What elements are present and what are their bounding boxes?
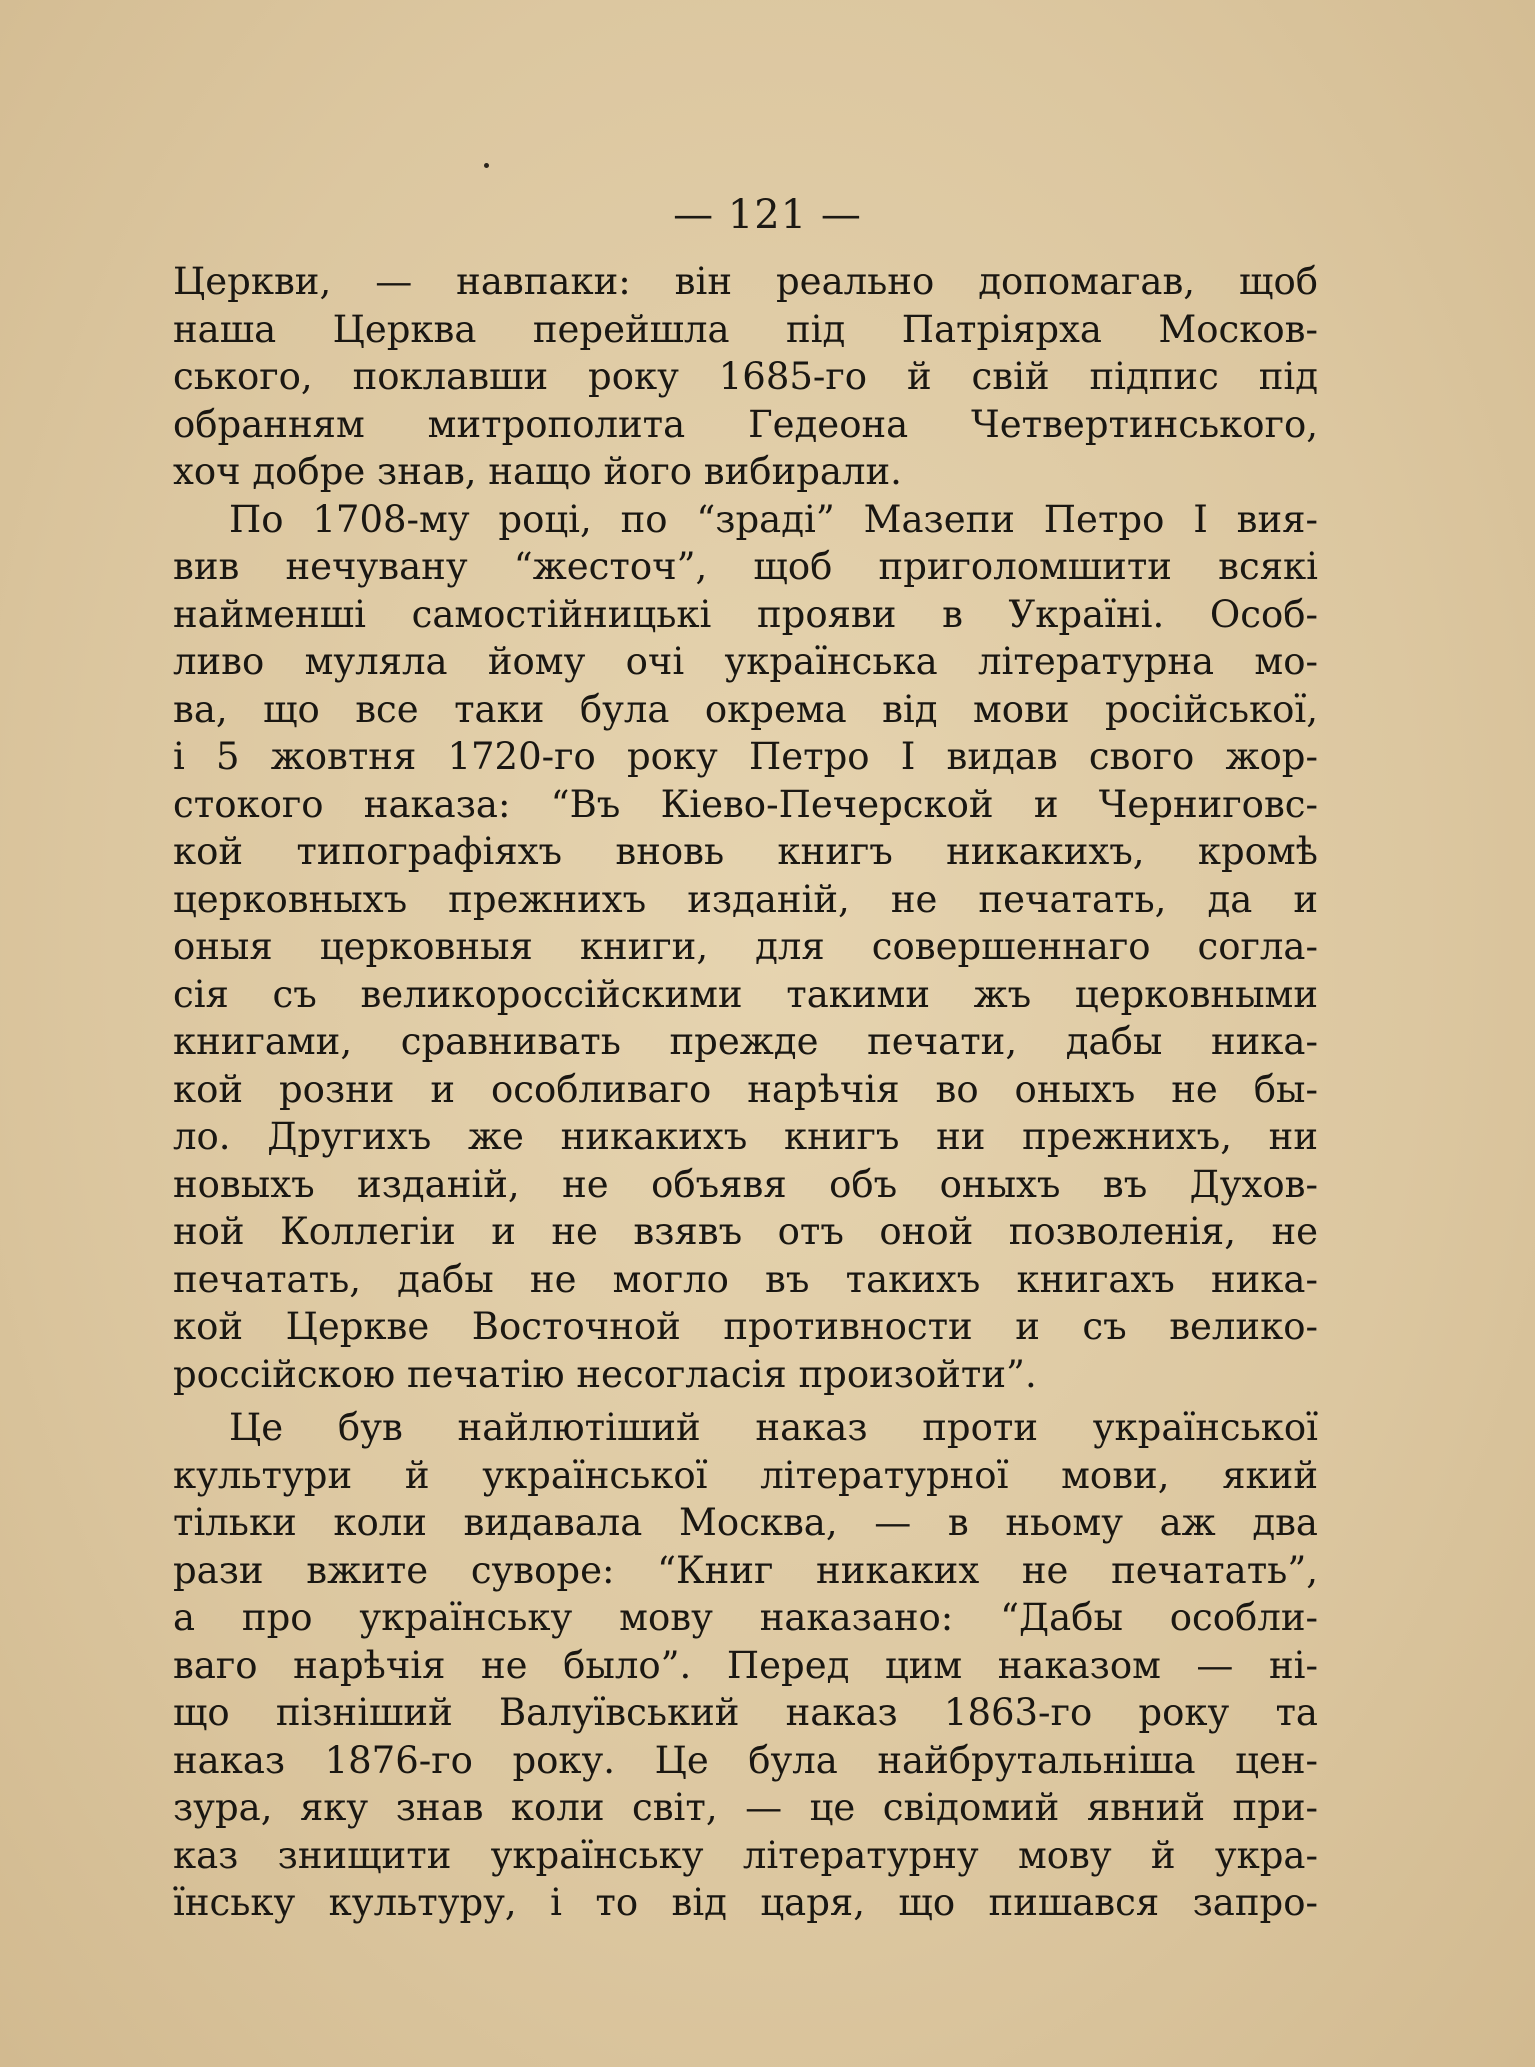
text-line: зура, яку знав коли світ, — це свідомий явний при-	[173, 1786, 1318, 1829]
text-line: кой Церкве Восточной противности и съ велико-	[173, 1305, 1318, 1348]
paragraph-start-line: Це був найлютіший наказ проти української	[229, 1406, 1318, 1449]
text-line: і 5 жовтня 1720-го року Петро I видав свого жор-	[173, 735, 1318, 778]
text-line: ной Коллегіи и не взявъ отъ оной позволенія, не	[173, 1210, 1318, 1253]
paragraph-end-line: хоч добре знав, нащо його вибирали.	[173, 450, 902, 493]
text-line: наша Церква перейшла під Патріярха Москов-	[173, 307, 1318, 351]
text-line: їнську культуру, і то від царя, що пишався запро-	[173, 1881, 1318, 1924]
text-line: стокого наказа: “Въ Кіево-Печерской и Черниговс-	[173, 782, 1318, 826]
paragraph-start-line: По 1708-му році, по “зраді” Мазепи Петро I вия-	[229, 497, 1318, 541]
text-line: ського, поклавши року 1685-го й свій підпис під	[173, 355, 1318, 398]
paragraph-end-line: россійскою печатію несогласія произойти”.	[173, 1352, 1037, 1396]
ink-speck	[484, 163, 489, 168]
text-line: книгами, сравнивать прежде печати, дабы ника-	[173, 1020, 1318, 1063]
text-line: ва, що все таки була окрема від мови російської,	[173, 687, 1318, 731]
text-line: вив нечувану “жесточ”, щоб приголомшити всякі	[173, 545, 1318, 588]
text-line: ливо муляла йому очі українська літературна мо-	[173, 640, 1318, 683]
text-line: наказ 1876-го року. Це була найбрутальніша цен-	[173, 1738, 1318, 1782]
text-line: сія съ великороссійскими такими жъ церковными	[173, 972, 1318, 1016]
text-line: оныя церковныя книги, для совершеннаго согла-	[173, 925, 1318, 968]
text-line: культури й української літературної мови, який	[173, 1453, 1318, 1497]
text-line: новыхъ изданій, не объявя объ оныхъ въ Духов-	[173, 1162, 1318, 1206]
text-line: ло. Другихъ же никакихъ книгъ ни прежнихъ, ни	[173, 1115, 1318, 1158]
page-number: — 121 —	[673, 192, 862, 238]
text-line: каз знищити українську літературну мову й укра-	[173, 1833, 1318, 1877]
text-line: що пізніший Валуївський наказ 1863-го року та	[173, 1691, 1318, 1734]
text-line: найменші самостійницькі прояви в Україні. Особ-	[173, 592, 1318, 636]
text-line: рази вжите суворе: “Книг никаких не печатать”,	[173, 1548, 1318, 1592]
text-line: кой типографіяхъ вновь книгъ никакихъ, кромѣ	[173, 830, 1318, 873]
body-text	[173, 258, 1318, 1927]
text-line: обранням митрополита Гедеона Четвертинського,	[173, 402, 1318, 446]
text-line: кой розни и особливаго нарѣчія во оныхъ не бы-	[173, 1067, 1318, 1111]
text-line: ваго нарѣчія не было”. Перед цим наказом — ні-	[173, 1643, 1318, 1687]
text-line: тільки коли видавала Москва, — в ньому аж два	[173, 1501, 1318, 1544]
text-line: печатать, дабы не могло въ такихъ книгахъ ника-	[173, 1257, 1318, 1301]
text-line: а про українську мову наказано: “Дабы особли-	[173, 1596, 1318, 1639]
text-line: церковныхъ прежнихъ изданій, не печатать, да и	[173, 877, 1318, 921]
text-line: Церкви, — навпаки: він реально допомагав, щоб	[173, 260, 1318, 303]
